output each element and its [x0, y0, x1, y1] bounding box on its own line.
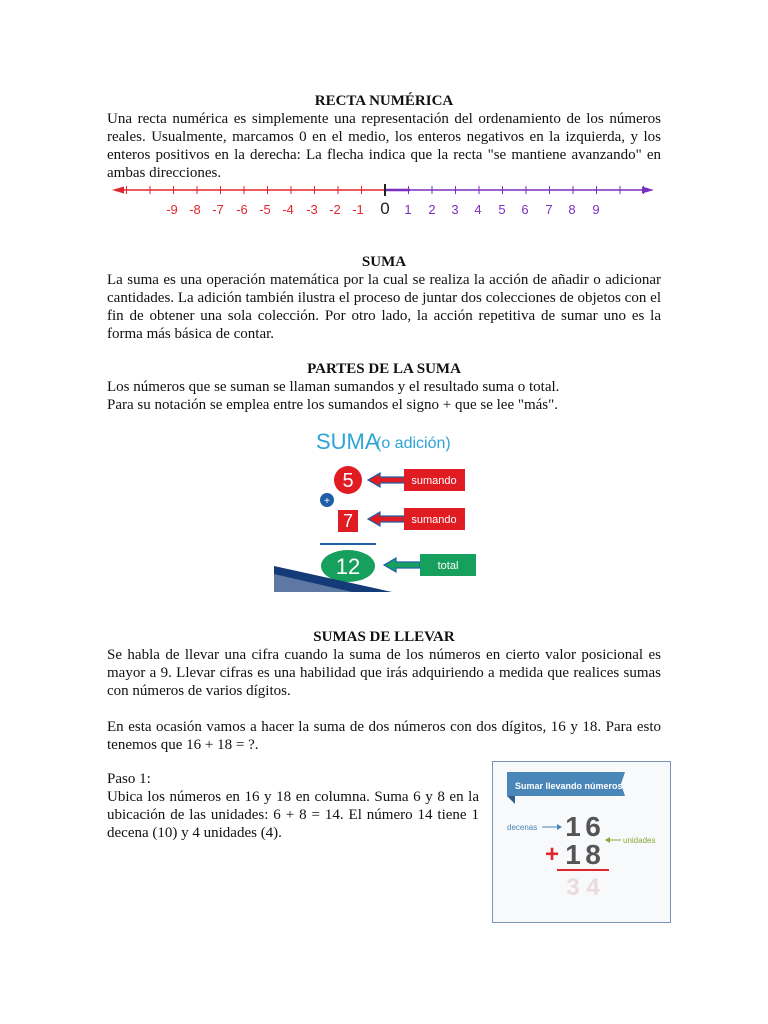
plus-sign: + [544, 841, 560, 868]
number-line-label-positive: 5 [498, 202, 506, 217]
number-line-label-positive: 9 [592, 202, 600, 217]
number-line-label-positive: 4 [474, 202, 482, 217]
arrow-left-icon [368, 473, 404, 487]
section-title-llevar: SUMAS DE LLEVAR [313, 629, 455, 645]
number-line-labels [166, 199, 599, 218]
number-line-figure [110, 180, 660, 222]
row2-units-digit: 8 [585, 839, 601, 870]
number-line-label-negative: -1 [352, 202, 364, 217]
suma-figure-subtitle: (o adición) [376, 435, 451, 452]
unidades-label: unidades [623, 836, 656, 845]
paragraph-paso-1 [107, 770, 479, 842]
addend1-value: 5 [342, 470, 354, 492]
total-label: total [437, 560, 459, 572]
llevar-figure [492, 761, 671, 923]
paragraph-llevar-2: En esta ocasión vamos a hacer la suma de dos números con dos dígitos, 16 y 18. Para esto tenemos que 16 + 18 = ?. [107, 719, 661, 753]
row1-tens-digit: 1 [565, 811, 581, 842]
number-line-label-negative: -2 [329, 202, 341, 217]
suma-parts-figure [272, 424, 492, 594]
arrow-left-icon [368, 512, 404, 526]
addend2-value: 7 [342, 511, 354, 531]
banner-fold [507, 796, 515, 804]
number-line-label-negative: -7 [212, 202, 224, 217]
number-line-label-negative: -3 [306, 202, 318, 217]
number-line-label-positive: 2 [428, 202, 436, 217]
partes-line-1: Los números que se suman se llaman sumandos y el resultado suma o total. [107, 379, 560, 395]
banner-text: Sumar llevando números [515, 781, 623, 791]
number-line-label-negative: -5 [259, 202, 271, 217]
result-digits: 3 4 [566, 874, 600, 901]
suma-figure-title: SUMA [316, 429, 380, 454]
number-line-label-positive: 1 [404, 202, 412, 217]
row1-units-digit: 6 [585, 811, 601, 842]
number-line-label-zero: 0 [380, 199, 390, 218]
arrow-left-icon [112, 187, 124, 194]
section-title-partes: PARTES DE LA SUMA [307, 361, 461, 377]
total-value: 12 [335, 554, 361, 579]
plus-sign: + [324, 496, 330, 507]
paragraph-llevar-1: Se habla de llevar una cifra cuando la suma de los números en cierto valor posicional es mayor a 9. Llevar cifras es una habilidad que irás adquiriendo a medida que realices sumas con números de varios dígitos. [107, 647, 661, 699]
arrow-right-icon [557, 824, 562, 830]
paragraph-partes [107, 378, 661, 414]
number-line-label-negative: -4 [282, 202, 294, 217]
row2-tens-digit: 1 [565, 839, 581, 870]
number-line-label-positive: 8 [568, 202, 576, 217]
number-line-label-positive: 6 [521, 202, 529, 217]
number-line-label-positive: 3 [451, 202, 459, 217]
section-title-recta: RECTA NUMÉRICA [314, 93, 454, 109]
sumando-label-1: sumando [411, 475, 457, 487]
sumando-label-2: sumando [411, 514, 457, 526]
arrow-left-icon [384, 558, 420, 572]
paragraph-recta: Una recta numérica es simplemente una representación del ordenamiento de los números reales. Usualmente, marcamos 0 en el medio, los enteros negativos en la izquierda, y los enteros positivos en la derecha: La flecha indica que la recta "se mantiene avanzando" en ambas direcciones. [107, 111, 661, 181]
decenas-label: decenas [507, 823, 538, 832]
llevar-figure-graphic [493, 762, 670, 922]
step-title: Paso 1: [107, 771, 151, 787]
paragraph-suma: La suma es una operación matemática por la cual se realiza la acción de añadir o adicionar cantidades. La adición también ilustra el proceso de juntar dos colecciones de objetos con el fin de obtener una sola colección. Por otro lado, la acción repetitiva de sumar uno es la forma más básica de contar. [107, 272, 661, 342]
number-line-label-negative: -9 [166, 202, 178, 217]
number-line-label-negative: -6 [236, 202, 248, 217]
section-title-suma: SUMA [361, 254, 407, 270]
step-body: Ubica los números en 16 y 18 en columna. Suma 6 y 8 en la ubicación de las unidades: 6 + 8 = 14. El número 14 tiene 1 decena (10) y 4 unidades (4). [107, 789, 479, 841]
arrow-left-icon [605, 837, 610, 843]
partes-line-2: Para su notación se emplea entre los sumandos el signo + que se lee "más". [107, 397, 559, 413]
number-line-label-positive: 7 [545, 202, 553, 217]
number-line-label-negative: -8 [189, 202, 201, 217]
